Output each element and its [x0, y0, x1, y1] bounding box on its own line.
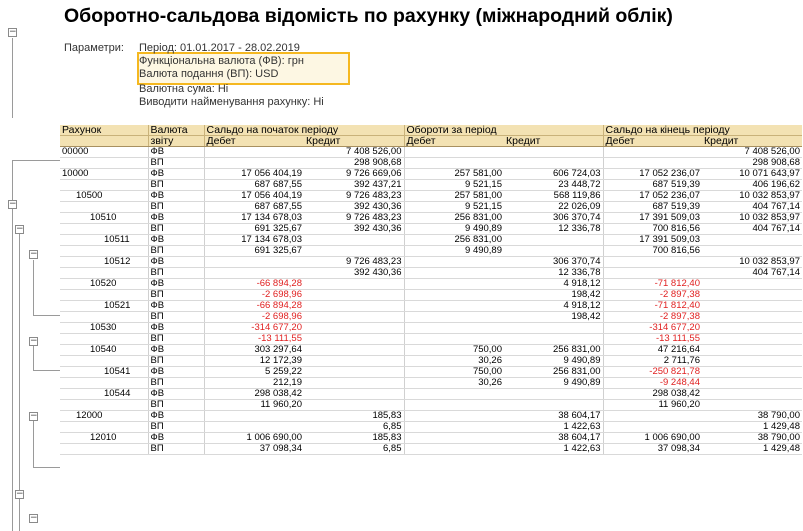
- currency-cell: ФВ: [148, 301, 204, 312]
- turnover-credit-cell: 12 336,78: [504, 224, 603, 235]
- currency-cell: ФВ: [148, 345, 204, 356]
- turnover-debit-cell: [404, 389, 504, 400]
- opening-debit-cell: 691 325,67: [204, 246, 304, 257]
- header-closing-debit: Дебет: [603, 136, 702, 147]
- currency-cell: ВП: [148, 158, 204, 169]
- closing-debit-cell: 687 519,39: [603, 202, 702, 213]
- currency-cell: ВП: [148, 224, 204, 235]
- collapse-10500-icon[interactable]: −: [16, 224, 24, 234]
- group-line: [33, 315, 60, 316]
- opening-credit-cell: [304, 312, 404, 323]
- table-row: [60, 213, 802, 224]
- turnover-credit-cell: 606 724,03: [504, 169, 603, 180]
- turnover-debit-cell: 256 831,00: [404, 213, 504, 224]
- turnover-debit-cell: 9 521,15: [404, 202, 504, 213]
- account-cell[interactable]: [60, 290, 148, 301]
- turnover-credit-cell: 198,42: [504, 312, 603, 323]
- closing-credit-cell: [702, 367, 802, 378]
- closing-credit-cell: 1 429,48: [702, 444, 802, 455]
- collapse-10520-icon[interactable]: −: [30, 336, 38, 346]
- turnover-credit-cell: 306 370,74: [504, 257, 603, 268]
- turnover-debit-cell: [404, 158, 504, 169]
- turnover-credit-cell: [504, 147, 603, 158]
- table-row: [60, 246, 802, 257]
- account-cell[interactable]: 10500: [60, 191, 148, 202]
- closing-debit-cell: -13 111,55: [603, 334, 702, 345]
- turnover-debit-cell: [404, 268, 504, 279]
- table-row: [60, 180, 802, 191]
- currency-cell: ФВ: [148, 433, 204, 444]
- table-row: [60, 301, 802, 312]
- closing-debit-cell: -71 812,40: [603, 301, 702, 312]
- currency-cell: ВП: [148, 180, 204, 191]
- closing-debit-cell: [603, 147, 702, 158]
- turnover-debit-cell: [404, 411, 504, 422]
- header-closing: Сальдо на кінець періоду: [603, 125, 802, 136]
- account-cell[interactable]: 10521: [60, 301, 148, 312]
- turnover-debit-cell: [404, 422, 504, 433]
- table-row: [60, 147, 802, 158]
- opening-credit-cell: [304, 356, 404, 367]
- account-cell[interactable]: 10544: [60, 389, 148, 400]
- header-turnover-credit: Кредит: [504, 136, 603, 147]
- currency-cell: ФВ: [148, 279, 204, 290]
- opening-credit-cell: 9 726 483,23: [304, 213, 404, 224]
- closing-credit-cell: [702, 312, 802, 323]
- turnover-debit-cell: [404, 257, 504, 268]
- closing-debit-cell: -9 248,44: [603, 378, 702, 389]
- currency-cell: ВП: [148, 400, 204, 411]
- turnover-credit-cell: 198,42: [504, 290, 603, 301]
- closing-debit-cell: -71 812,40: [603, 279, 702, 290]
- group-line: [33, 343, 34, 370]
- currency-cell: ВП: [148, 246, 204, 257]
- turnover-debit-cell: 256 831,00: [404, 235, 504, 246]
- closing-credit-cell: 404 767,14: [702, 202, 802, 213]
- currency-cell: ФВ: [148, 411, 204, 422]
- opening-debit-cell: 687 687,55: [204, 202, 304, 213]
- closing-debit-cell: 47 216,64: [603, 345, 702, 356]
- table-row: [60, 202, 802, 213]
- closing-debit-cell: 17 391 509,03: [603, 235, 702, 246]
- opening-credit-cell: [304, 367, 404, 378]
- closing-debit-cell: [603, 268, 702, 279]
- opening-debit-cell: [204, 268, 304, 279]
- turnover-credit-cell: 256 831,00: [504, 367, 603, 378]
- opening-credit-cell: [304, 334, 404, 345]
- collapse-params-icon[interactable]: −: [9, 27, 17, 37]
- opening-credit-cell: [304, 290, 404, 301]
- closing-debit-cell: 2 711,76: [603, 356, 702, 367]
- param-period: Період: 01.01.2017 - 28.02.2019: [139, 42, 300, 54]
- closing-credit-cell: 1 429,48: [702, 422, 802, 433]
- table-row: [60, 367, 802, 378]
- params-label: Параметри:: [64, 42, 124, 54]
- closing-debit-cell: -250 821,78: [603, 367, 702, 378]
- header-opening-credit: Кредит: [304, 136, 404, 147]
- turnover-debit-cell: [404, 400, 504, 411]
- opening-debit-cell: 37 098,34: [204, 444, 304, 455]
- opening-credit-cell: 6,85: [304, 422, 404, 433]
- turnover-credit-cell: [504, 389, 603, 400]
- opening-credit-cell: 185,83: [304, 411, 404, 422]
- closing-credit-cell: [702, 301, 802, 312]
- turnover-credit-cell: 306 370,74: [504, 213, 603, 224]
- closing-credit-cell: [702, 345, 802, 356]
- closing-debit-cell: -2 897,38: [603, 290, 702, 301]
- currency-cell: ВП: [148, 268, 204, 279]
- currency-cell: ФВ: [148, 389, 204, 400]
- opening-credit-cell: [304, 279, 404, 290]
- closing-credit-cell: [702, 334, 802, 345]
- account-cell[interactable]: 10512: [60, 257, 148, 268]
- turnover-credit-cell: [504, 334, 603, 345]
- table-row: [60, 411, 802, 422]
- opening-credit-cell: [304, 235, 404, 246]
- opening-credit-cell: 9 726 669,06: [304, 169, 404, 180]
- currency-cell: ВП: [148, 290, 204, 301]
- collapse-12010-icon[interactable]: −: [30, 513, 38, 523]
- opening-credit-cell: [304, 246, 404, 257]
- opening-debit-cell: -314 677,20: [204, 323, 304, 334]
- turnover-credit-cell: [504, 400, 603, 411]
- currency-cell: ФВ: [148, 213, 204, 224]
- turnover-credit-cell: 38 604,17: [504, 411, 603, 422]
- account-cell[interactable]: [60, 312, 148, 323]
- closing-credit-cell: 10 032 853,97: [702, 257, 802, 268]
- account-cell[interactable]: [60, 202, 148, 213]
- turnover-credit-cell: [504, 246, 603, 257]
- account-cell[interactable]: [60, 334, 148, 345]
- closing-debit-cell: -2 897,38: [603, 312, 702, 323]
- param-currency-sum: Валютна сума: Ні: [139, 83, 229, 95]
- turnover-debit-cell: [404, 279, 504, 290]
- turnover-debit-cell: 9 521,15: [404, 180, 504, 191]
- turnover-debit-cell: [404, 444, 504, 455]
- account-cell[interactable]: 10541: [60, 367, 148, 378]
- report-table: [60, 125, 802, 455]
- turnover-debit-cell: 257 581,00: [404, 169, 504, 180]
- table-row: [60, 279, 802, 290]
- closing-credit-cell: 38 790,00: [702, 411, 802, 422]
- turnover-debit-cell: [404, 301, 504, 312]
- turnover-credit-cell: 23 448,72: [504, 180, 603, 191]
- closing-debit-cell: 700 816,56: [603, 246, 702, 257]
- opening-debit-cell: 212,19: [204, 378, 304, 389]
- opening-credit-cell: [304, 345, 404, 356]
- turnover-credit-cell: 256 831,00: [504, 345, 603, 356]
- turnover-credit-cell: 9 490,89: [504, 356, 603, 367]
- closing-debit-cell: 17 052 236,07: [603, 169, 702, 180]
- turnover-debit-cell: 9 490,89: [404, 224, 504, 235]
- turnover-debit-cell: 257 581,00: [404, 191, 504, 202]
- table-row: [60, 169, 802, 180]
- closing-credit-cell: [702, 279, 802, 290]
- opening-debit-cell: 1 006 690,00: [204, 433, 304, 444]
- account-cell[interactable]: 00000: [60, 147, 148, 158]
- closing-credit-cell: 404 767,14: [702, 224, 802, 235]
- header-opening: Сальдо на початок періоду: [204, 125, 404, 136]
- currency-cell: ВП: [148, 312, 204, 323]
- table-row: [60, 389, 802, 400]
- opening-credit-cell: [304, 378, 404, 389]
- closing-debit-cell: 1 006 690,00: [603, 433, 702, 444]
- opening-credit-cell: 392 437,21: [304, 180, 404, 191]
- table-row: [60, 224, 802, 235]
- turnover-credit-cell: 1 422,63: [504, 422, 603, 433]
- table-row: [60, 345, 802, 356]
- account-cell[interactable]: [60, 268, 148, 279]
- account-cell[interactable]: [60, 378, 148, 389]
- turnover-debit-cell: 750,00: [404, 367, 504, 378]
- opening-debit-cell: 691 325,67: [204, 224, 304, 235]
- closing-debit-cell: [603, 158, 702, 169]
- table-row: [60, 257, 802, 268]
- currency-cell: ФВ: [148, 169, 204, 180]
- closing-credit-cell: 10 032 853,97: [702, 191, 802, 202]
- account-cell[interactable]: [60, 422, 148, 433]
- opening-debit-cell: -2 698,96: [204, 290, 304, 301]
- closing-credit-cell: [702, 400, 802, 411]
- group-line: [33, 260, 34, 315]
- account-cell[interactable]: 10000: [60, 169, 148, 180]
- group-line: [33, 467, 60, 468]
- account-cell[interactable]: 10530: [60, 323, 148, 334]
- opening-debit-cell: 17 056 404,19: [204, 191, 304, 202]
- opening-credit-cell: 7 408 526,00: [304, 147, 404, 158]
- table-row: [60, 378, 802, 389]
- table-row: [60, 422, 802, 433]
- currency-cell: ВП: [148, 202, 204, 213]
- table-row: [60, 290, 802, 301]
- table-row: [60, 444, 802, 455]
- opening-debit-cell: 17 134 678,03: [204, 213, 304, 224]
- opening-debit-cell: -66 894,28: [204, 301, 304, 312]
- turnover-debit-cell: [404, 334, 504, 345]
- turnover-debit-cell: 30,26: [404, 378, 504, 389]
- account-cell[interactable]: [60, 224, 148, 235]
- param-pres-currency: Валюта подання (ВП): USD: [139, 68, 279, 80]
- table-row: [60, 400, 802, 411]
- currency-cell: ВП: [148, 444, 204, 455]
- closing-credit-cell: 7 408 526,00: [702, 147, 802, 158]
- currency-cell: ФВ: [148, 323, 204, 334]
- currency-cell: ФВ: [148, 235, 204, 246]
- opening-debit-cell: 12 172,39: [204, 356, 304, 367]
- table-row: [60, 158, 802, 169]
- param-show-name: Виводити найменування рахунку: Ні: [139, 96, 324, 108]
- turnover-debit-cell: [404, 323, 504, 334]
- account-cell[interactable]: [60, 246, 148, 257]
- opening-debit-cell: -13 111,55: [204, 334, 304, 345]
- closing-debit-cell: 298 038,42: [603, 389, 702, 400]
- turnover-credit-cell: 1 422,63: [504, 444, 603, 455]
- opening-debit-cell: [204, 147, 304, 158]
- closing-debit-cell: [603, 411, 702, 422]
- header-account: Рахунок: [60, 125, 148, 136]
- turnover-credit-cell: 568 119,86: [504, 191, 603, 202]
- account-cell[interactable]: [60, 158, 148, 169]
- turnover-credit-cell: [504, 235, 603, 246]
- closing-credit-cell: 404 767,14: [702, 268, 802, 279]
- turnover-debit-cell: [404, 290, 504, 301]
- collapse-10540-icon[interactable]: −: [30, 411, 38, 421]
- table-row: [60, 323, 802, 334]
- group-line: [12, 160, 13, 531]
- turnover-debit-cell: 750,00: [404, 345, 504, 356]
- turnover-credit-cell: [504, 323, 603, 334]
- group-line: [12, 38, 13, 118]
- opening-debit-cell: 298 038,42: [204, 389, 304, 400]
- turnover-debit-cell: [404, 312, 504, 323]
- opening-credit-cell: 6,85: [304, 444, 404, 455]
- group-line: [33, 370, 60, 371]
- currency-cell: ФВ: [148, 257, 204, 268]
- closing-debit-cell: -314 677,20: [603, 323, 702, 334]
- group-line: [19, 228, 20, 531]
- closing-debit-cell: [603, 422, 702, 433]
- opening-credit-cell: 392 430,36: [304, 268, 404, 279]
- closing-credit-cell: [702, 389, 802, 400]
- closing-debit-cell: 17 052 236,07: [603, 191, 702, 202]
- table-row: [60, 191, 802, 202]
- currency-cell: ВП: [148, 356, 204, 367]
- turnover-credit-cell: [504, 158, 603, 169]
- opening-debit-cell: 11 960,20: [204, 400, 304, 411]
- opening-credit-cell: [304, 323, 404, 334]
- opening-debit-cell: [204, 422, 304, 433]
- closing-credit-cell: 298 908,68: [702, 158, 802, 169]
- opening-credit-cell: [304, 400, 404, 411]
- header-currency: Валюта: [148, 125, 204, 136]
- opening-credit-cell: 185,83: [304, 433, 404, 444]
- account-cell[interactable]: 12010: [60, 433, 148, 444]
- header-opening-debit: Дебет: [204, 136, 304, 147]
- closing-credit-cell: [702, 356, 802, 367]
- header-turnover: Обороти за період: [404, 125, 603, 136]
- turnover-credit-cell: 4 918,12: [504, 279, 603, 290]
- table-row: [60, 268, 802, 279]
- header-closing-credit: Кредит: [702, 136, 802, 147]
- collapse-10000-icon[interactable]: −: [9, 199, 17, 209]
- opening-credit-cell: [304, 301, 404, 312]
- opening-debit-cell: 5 259,22: [204, 367, 304, 378]
- account-cell[interactable]: 10510: [60, 213, 148, 224]
- table-row: [60, 356, 802, 367]
- opening-credit-cell: 392 430,36: [304, 202, 404, 213]
- opening-debit-cell: 17 134 678,03: [204, 235, 304, 246]
- collapse-12000-icon[interactable]: −: [16, 489, 24, 499]
- account-cell[interactable]: [60, 400, 148, 411]
- closing-debit-cell: 700 816,56: [603, 224, 702, 235]
- account-cell[interactable]: 12000: [60, 411, 148, 422]
- account-cell[interactable]: [60, 180, 148, 191]
- currency-cell: ВП: [148, 334, 204, 345]
- account-cell[interactable]: [60, 444, 148, 455]
- closing-credit-cell: 38 790,00: [702, 433, 802, 444]
- opening-debit-cell: -66 894,28: [204, 279, 304, 290]
- currency-cell: ФВ: [148, 367, 204, 378]
- turnover-debit-cell: [404, 433, 504, 444]
- header-account-blank: [60, 136, 148, 147]
- header-currency-2: звіту: [148, 136, 204, 147]
- currency-cell: ФВ: [148, 147, 204, 158]
- group-line: [33, 417, 34, 467]
- closing-credit-cell: [702, 290, 802, 301]
- currency-cell: ВП: [148, 378, 204, 389]
- closing-credit-cell: [702, 235, 802, 246]
- account-cell[interactable]: 10520: [60, 279, 148, 290]
- closing-debit-cell: 687 519,39: [603, 180, 702, 191]
- opening-debit-cell: 687 687,55: [204, 180, 304, 191]
- closing-debit-cell: 37 098,34: [603, 444, 702, 455]
- closing-debit-cell: [603, 257, 702, 268]
- closing-credit-cell: [702, 246, 802, 257]
- table-row: [60, 312, 802, 323]
- report-title: Оборотно-сальдова відомість по рахунку (міжнародний облік): [64, 5, 673, 27]
- opening-credit-cell: [304, 389, 404, 400]
- closing-credit-cell: 10 071 643,97: [702, 169, 802, 180]
- opening-credit-cell: 9 726 483,23: [304, 257, 404, 268]
- opening-credit-cell: 9 726 483,23: [304, 191, 404, 202]
- closing-debit-cell: 11 960,20: [603, 400, 702, 411]
- closing-credit-cell: 10 032 853,97: [702, 213, 802, 224]
- opening-debit-cell: 303 297,64: [204, 345, 304, 356]
- turnover-debit-cell: 9 490,89: [404, 246, 504, 257]
- opening-credit-cell: 392 430,36: [304, 224, 404, 235]
- turnover-credit-cell: 4 918,12: [504, 301, 603, 312]
- closing-credit-cell: [702, 378, 802, 389]
- account-cell[interactable]: 10511: [60, 235, 148, 246]
- closing-debit-cell: 17 391 509,03: [603, 213, 702, 224]
- group-line: [12, 160, 60, 161]
- opening-debit-cell: -2 698,96: [204, 312, 304, 323]
- opening-debit-cell: [204, 158, 304, 169]
- table-row: [60, 235, 802, 246]
- turnover-credit-cell: 38 604,17: [504, 433, 603, 444]
- currency-cell: ВП: [148, 422, 204, 433]
- opening-credit-cell: 298 908,68: [304, 158, 404, 169]
- closing-credit-cell: [702, 323, 802, 334]
- opening-debit-cell: 17 056 404,19: [204, 169, 304, 180]
- param-func-currency: Функціональна валюта (ФВ): грн: [139, 55, 304, 67]
- table-row: [60, 334, 802, 345]
- turnover-debit-cell: [404, 147, 504, 158]
- account-cell[interactable]: 10540: [60, 345, 148, 356]
- grouping-gutter: [0, 0, 60, 531]
- currency-cell: ФВ: [148, 191, 204, 202]
- turnover-debit-cell: 30,26: [404, 356, 504, 367]
- opening-debit-cell: [204, 411, 304, 422]
- turnover-credit-cell: 12 336,78: [504, 268, 603, 279]
- turnover-credit-cell: 22 026,09: [504, 202, 603, 213]
- header-turnover-debit: Дебет: [404, 136, 504, 147]
- closing-credit-cell: 406 196,62: [702, 180, 802, 191]
- collapse-10510-icon[interactable]: −: [30, 249, 38, 259]
- turnover-credit-cell: 9 490,89: [504, 378, 603, 389]
- account-cell[interactable]: [60, 356, 148, 367]
- opening-debit-cell: [204, 257, 304, 268]
- table-row: [60, 433, 802, 444]
